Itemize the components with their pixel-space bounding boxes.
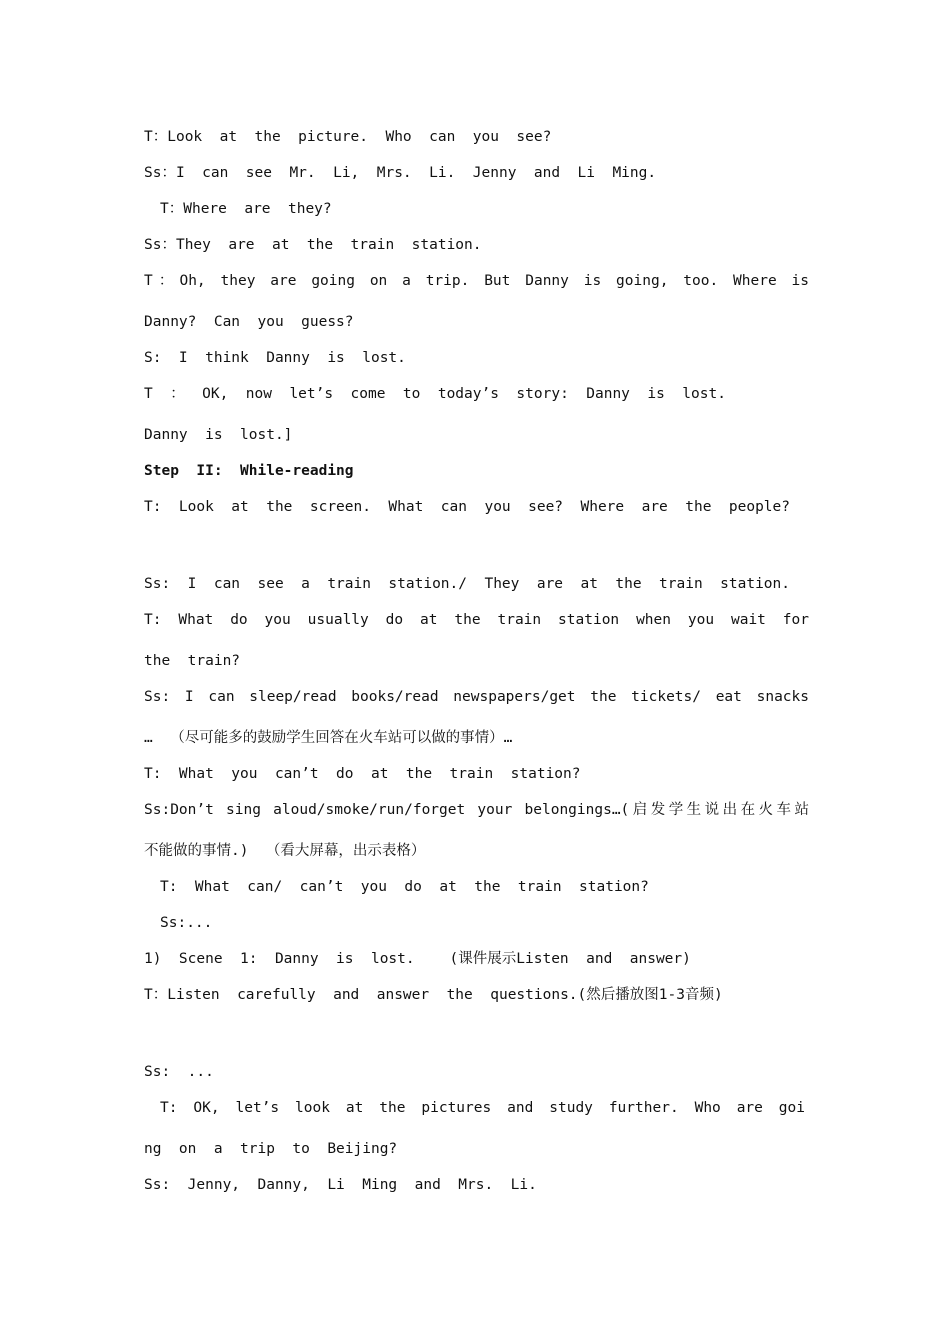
dialogue-line: Danny is lost.] — [144, 427, 293, 443]
dialogue-line: Ss: I can see a train station./ They are at the train station. — [144, 576, 791, 592]
dialogue-line: S: I think Danny is lost. — [144, 350, 406, 366]
dialogue-line: T: What you can’t do at the train station? — [144, 766, 581, 782]
dialogue-line: T: Look at the screen. What can you see? Where are the people? — [144, 499, 791, 515]
dialogue-line: T：Where are they? — [160, 201, 332, 217]
dialogue-line: Ss: ... — [144, 1064, 214, 1080]
dialogue-line: Ss: Jenny, Danny, Li Ming and Mrs. Li. — [144, 1177, 537, 1193]
dialogue-line: Ss: I can sleep/read books/read newspapers/get the tickets/ eat snacks — [144, 689, 809, 705]
dialogue-line: T: OK, let’s look at the pictures and study further. Who are goi — [160, 1100, 805, 1116]
dialogue-line: 不能做的事情.) （看大屏幕，出示表格） — [144, 843, 426, 859]
section-heading: Step II: While-reading — [144, 463, 354, 479]
dialogue-line: T ： OK, now let’s come to today’s story: Danny is lost. — [144, 386, 726, 402]
dialogue-line: T：Look at the picture. Who can you see? — [144, 129, 552, 145]
dialogue-line: Ss:Don’t sing aloud/smoke/run/forget your belongings…(启发学生说出在火车站 — [144, 802, 809, 818]
dialogue-line: Danny? Can you guess? — [144, 314, 354, 330]
dialogue-line: … （尽可能多的鼓励学生回答在火车站可以做的事情）… — [144, 730, 513, 746]
dialogue-line: T：Listen carefully and answer the questions.(然后播放图1-3音频) — [144, 987, 723, 1003]
dialogue-line: Ss：They are at the train station. — [144, 237, 482, 253]
dialogue-line: Ss:... — [160, 915, 213, 931]
dialogue-line: ng on a trip to Beijing? — [144, 1141, 398, 1157]
dialogue-line: Ss：I can see Mr. Li, Mrs. Li. Jenny and Li Ming. — [144, 165, 657, 181]
dialogue-line: T: What do you usually do at the train station when you wait for — [144, 612, 809, 628]
dialogue-line: T：Oh, they are going on a trip. But Danny is going, too. Where is — [144, 273, 809, 289]
scene-line: 1) Scene 1: Danny is lost. (课件展示Listen and answer) — [144, 951, 691, 967]
dialogue-line: the train? — [144, 653, 241, 669]
dialogue-line: T: What can/ can’t you do at the train station? — [160, 879, 649, 895]
